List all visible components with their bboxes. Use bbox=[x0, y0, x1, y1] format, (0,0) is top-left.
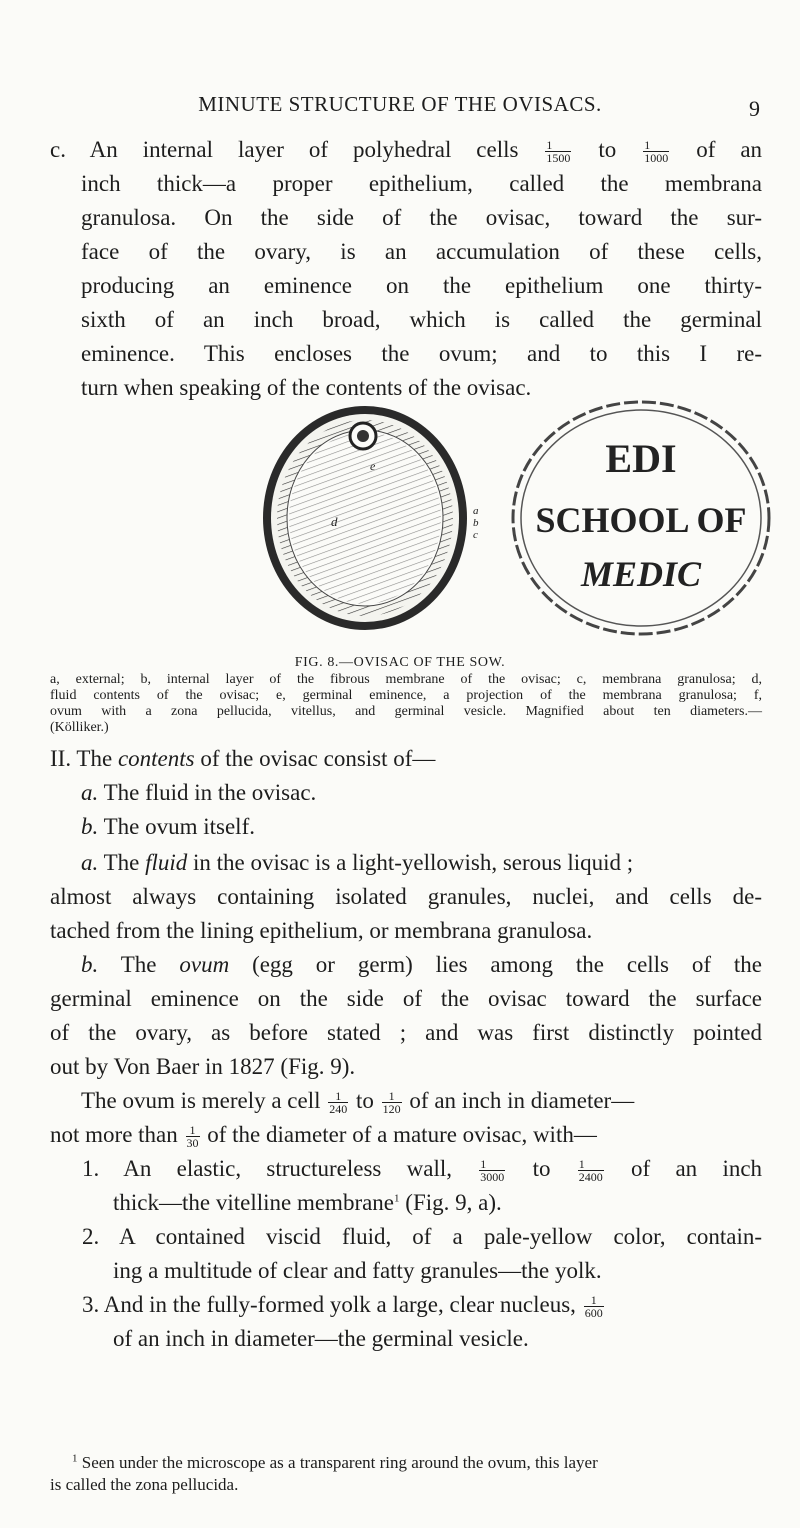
section-ii bbox=[50, 742, 762, 844]
running-head: MINUTE STRUCTURE OF THE OVISACS. bbox=[198, 92, 602, 116]
paragraph-c-line: face of the ovary, is an accumulation of these cells, bbox=[81, 239, 762, 264]
fraction: $\frac{1}{30}$ bbox=[186, 1123, 199, 1151]
stamp-bottom-text: MEDIC bbox=[580, 554, 702, 594]
library-stamp bbox=[509, 394, 777, 642]
fraction: $\frac{1}{1500}$ bbox=[546, 138, 571, 166]
paragraph-c-line: turn when speaking of the contents of the ovisac. bbox=[81, 375, 532, 400]
fraction: $\frac{1}{1000}$ bbox=[644, 138, 669, 166]
paragraph-c-line: eminence. This encloses the ovum; and to this I re- bbox=[81, 341, 762, 366]
paragraph-c bbox=[50, 133, 762, 405]
section-ii-item-b: b. The ovum itself. bbox=[81, 814, 255, 839]
label-e: e bbox=[370, 459, 376, 473]
label-c: c bbox=[473, 529, 478, 541]
paragraph-b: b. The ovum (egg or germ) lies among the cells of the germinal eminence on the side of the ovisac toward the surface of the ovary, as before stated ; and was first distinctly pointed out by Von Baer in 1827 (Fig. 9). The ovum is merely a cell $\frac{1}{240}$ to $\frac{1}{120}$ of an inch in diameter— not more than $\frac{1}{30}$ of the diameter of a mature ovisac, with— bbox=[50, 952, 763, 1151]
fraction: $\frac{1}{240}$ bbox=[329, 1089, 348, 1117]
stamp-middle-text: SCHOOL OF bbox=[535, 500, 747, 540]
label-d: d bbox=[331, 514, 338, 529]
fraction: $\frac{1}{600}$ bbox=[584, 1293, 603, 1321]
fraction: $\frac{1}{2400}$ bbox=[578, 1157, 603, 1185]
paragraph-c-line-1: c. An internal layer of polyhedral cells $\frac{1}{1500}$ to $\frac{1}{1000}$ of an bbox=[50, 137, 763, 166]
paragraph-a: a. The fluid in the ovisac is a light-yellowish, serous liquid ; almost always containing isolated granules, nuclei, and cells de- tached from the lining epithelium, or membrana granulosa. bbox=[50, 850, 762, 943]
ovisac-illustration bbox=[255, 392, 495, 642]
section-ii-item-a: a. The fluid in the ovisac. bbox=[81, 780, 317, 805]
label-a: a bbox=[473, 505, 479, 517]
list-item-2: 2. A contained viscid fluid, of a pale-yellow color, contain- ing a multitude of clear and fatty granules—the yolk. bbox=[82, 1224, 762, 1283]
fraction: $\frac{1}{120}$ bbox=[382, 1089, 401, 1117]
page-number: 9 bbox=[749, 96, 760, 121]
fraction: $\frac{1}{3000}$ bbox=[480, 1157, 505, 1185]
footnote: $^1$ Seen under the microscope as a transparent ring around the ovum, this layer is called the zona pellucida. bbox=[50, 1452, 598, 1494]
footnote-ref: 1 bbox=[394, 1192, 400, 1205]
figure-caption-title: FIG. 8.—OVISAC OF THE SOW. bbox=[294, 655, 506, 670]
figure-caption: a, external; b, internal layer of the fibrous membrane of the ovisac; c, membrana granulosa; d, fluid contents of the ovisac; e, germinal eminence, a projection of the membrana granulosa; f, ovum with a zona pellucida, vitellus, and germinal vesicle. Magnified about ten diameters.— (Kölliker.) bbox=[50, 672, 762, 735]
section-ii-intro: II. The contents of the ovisac consist of— bbox=[50, 746, 436, 771]
paragraph-c-line: producing an eminence on the epithelium one thirty- bbox=[81, 273, 762, 298]
paragraph-c-line: granulosa. On the side of the ovisac, toward the sur- bbox=[81, 205, 762, 230]
figure-ovisac bbox=[255, 392, 775, 652]
stamp-top-text: EDI bbox=[605, 436, 677, 481]
paragraph-c-line: inch thick—a proper epithelium, called the membrana bbox=[81, 171, 762, 196]
list-item-1: 1. An elastic, structureless wall, $\frac{1}{3000}$ to $\frac{1}{2400}$ of an inch thick—the vitelline membrane$^1$ (Fig. 9, a). bbox=[82, 1156, 763, 1215]
label-b: b bbox=[473, 517, 479, 529]
paragraph-c-line: sixth of an inch broad, which is called the germinal bbox=[81, 307, 762, 332]
list-item-3: 3. And in the fully-formed yolk a large, clear nucleus, $\frac{1}{600}$ of an inch in diameter—the germinal vesicle. bbox=[82, 1292, 603, 1351]
